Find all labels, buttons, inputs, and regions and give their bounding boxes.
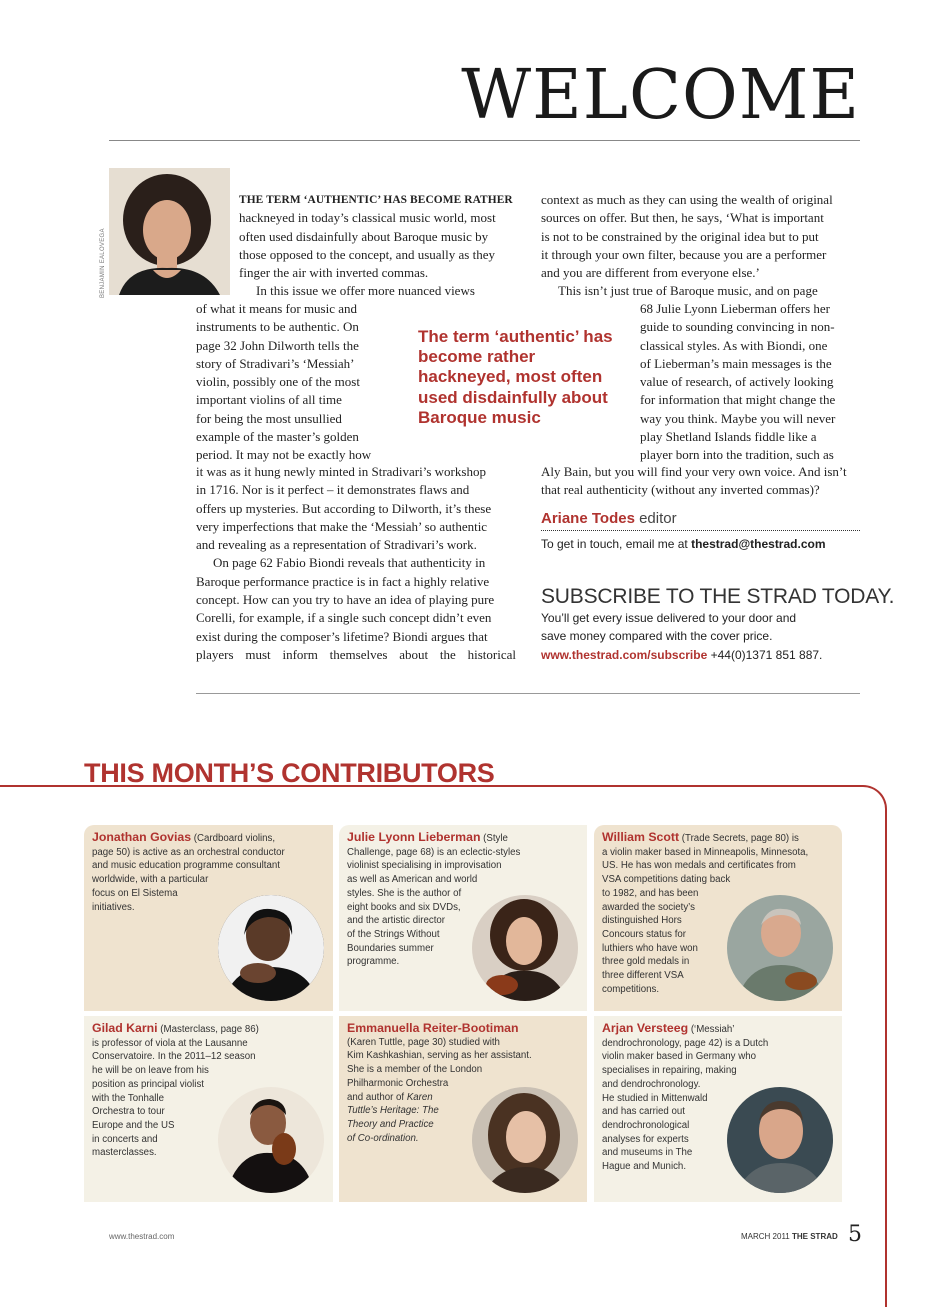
card-line: with the Tonhalle	[92, 1092, 164, 1104]
editorial-col2-narrow	[640, 300, 860, 465]
card-line: eight books and six DVDs,	[347, 901, 461, 913]
subscribe-heading: SUBSCRIBE TO THE STRAD TODAY.	[541, 585, 895, 608]
card-line: VSA competitions dating back	[602, 874, 731, 886]
text-line: 68 Julie Lyonn Lieberman offers her	[640, 301, 831, 316]
text-line: for information that might change the	[640, 392, 836, 408]
text-line: and you are different from everyone else.’	[541, 265, 760, 281]
text-line: and revealing as a representation of Stradivari’s work.	[196, 537, 477, 553]
issue-date: MARCH 2011	[741, 1232, 790, 1241]
signature-divider	[541, 530, 860, 531]
text-line: hackneyed in today’s classical music world, most	[239, 210, 496, 226]
text-line: classical styles. As with Biondi, one	[640, 337, 828, 353]
text-line: way you think. Maybe you will never	[640, 410, 836, 426]
book-title: Tuttle’s Heritage: The	[347, 1105, 439, 1117]
book-title: Karen	[406, 1091, 433, 1103]
text-line: is not to be constrained by the original idea but to put	[541, 228, 819, 244]
card-line: he will be on leave from his	[92, 1065, 209, 1077]
text-line: offers up mysteries. But according to Dilworth, it’s these	[196, 500, 492, 516]
text-line: sources on offer. But then, he says, ‘What is important	[541, 210, 824, 226]
text-line: for being the most unsullied	[196, 410, 342, 426]
contributor-photo	[472, 1087, 578, 1193]
card-line: Conservatoire. In the 2011–12 season	[92, 1051, 256, 1063]
card-line: worldwide, with a particular	[92, 874, 209, 886]
text-line: very imperfections that make the ‘Messiah’ so authentic	[196, 518, 488, 534]
contact-text: To get in touch, email me at	[541, 537, 688, 551]
text-line: often used disdainfully about Baroque music by	[239, 228, 489, 244]
card-line: (Style	[480, 833, 508, 844]
editorial-col1-top	[239, 191, 516, 301]
subscribe-line: You’ll get every issue delivered to your door and	[541, 611, 797, 625]
contributors-heading: THIS MONTH’S CONTRIBUTORS	[84, 758, 495, 788]
card-line: page 50) is active as an orchestral conductor	[92, 846, 285, 858]
text-line: page 32 John Dilworth tells the	[196, 337, 359, 353]
magazine-name: THE STRAD	[792, 1232, 838, 1241]
editorial-col1-narrow	[196, 300, 384, 465]
contributor-photo	[727, 895, 833, 1001]
text-line: story of Stradivari’s ‘Messiah’	[196, 355, 355, 371]
card-line: a violin maker based in Minneapolis, Minnesota,	[602, 846, 809, 858]
lead-caps: THE TERM ‘AUTHENTIC’ HAS BECOME RATHER	[239, 194, 513, 206]
card-line: styles. She is the author of	[347, 887, 462, 899]
text-line: those opposed to the concept, and usually as they	[239, 246, 495, 262]
contributor-card-scott	[594, 825, 842, 1011]
contributor-name: Gilad Karni	[92, 1021, 158, 1035]
text-line: in 1716. Nor is it perfect – it demonstrates flaws and	[196, 482, 470, 498]
footer-issue	[741, 1232, 838, 1241]
header-rule	[109, 140, 860, 141]
text-line: important violins of all time	[196, 392, 342, 408]
text-line: players must inform themselves about the historical	[196, 646, 516, 662]
card-line: programme.	[347, 956, 400, 968]
card-line: and museums in The	[602, 1147, 693, 1159]
text-line: finger the air with inverted commas.	[239, 265, 429, 281]
card-line: luthiers who have won	[602, 942, 698, 954]
contact-email-link[interactable]: thestrad@thestrad.com	[691, 537, 826, 551]
text-line: player born into the tradition, such as	[640, 447, 834, 463]
text-line: it through your own filter, because you are a performer	[541, 246, 827, 262]
text-line: This isn’t just true of Baroque music, and on page	[558, 283, 818, 299]
text-line: guide to sounding convincing in non-	[640, 319, 835, 335]
contributor-photo	[727, 1087, 833, 1193]
text-line: context as much as they can using the wealth of original	[541, 192, 833, 207]
contributor-photo	[472, 895, 578, 1001]
card-line: Concours status for	[602, 928, 686, 940]
text-line: concept. How can you try to have an idea of playing pure	[196, 592, 495, 608]
card-line: in concerts and	[92, 1133, 158, 1145]
text-line: Baroque performance practice is in fact a highly relative	[196, 573, 490, 589]
editorial-col2-top	[541, 191, 860, 301]
editor-signature	[541, 510, 677, 527]
subscribe-phone: +44(0)1371 851 887	[710, 647, 820, 662]
contributor-photo	[218, 895, 324, 1001]
editor-name: Ariane Todes	[541, 510, 635, 527]
card-line: to 1982, and has been	[602, 887, 699, 899]
pull-quote: The term ‘authentic’ has become rather hackneyed, most often used disdainfully about Baroque music	[418, 327, 613, 427]
text-line: Corelli, for example, if a single such concept didn’t even	[196, 610, 492, 626]
card-line: analyses for experts	[602, 1133, 689, 1145]
card-line: as well as American and world	[347, 874, 478, 886]
card-line: three gold medals in	[602, 956, 690, 968]
text-line: of what it means for music and	[196, 301, 358, 316]
footer-url[interactable]: www.thestrad.com	[109, 1232, 175, 1241]
contributor-name: Julie Lyonn Lieberman	[347, 830, 481, 844]
card-line: Europe and the US	[92, 1119, 175, 1131]
book-title: of Co-ordination.	[347, 1132, 419, 1144]
text-line: period. It may not be exactly how	[196, 447, 372, 463]
card-line: distinguished Hors	[602, 915, 682, 927]
period: .	[819, 647, 823, 662]
contact-line	[541, 537, 826, 551]
card-line: and dendrochronology.	[602, 1078, 701, 1090]
card-line: dendrochronological	[602, 1119, 690, 1131]
contributor-name: Arjan Versteeg	[602, 1021, 689, 1035]
text-line: violin, possibly one of the most	[196, 374, 360, 390]
card-line: Philharmonic Orchestra	[347, 1077, 449, 1089]
contributor-name: Jonathan Govias	[92, 830, 192, 844]
card-line: of the Strings Without	[347, 928, 440, 940]
contributor-name: William Scott	[602, 830, 680, 844]
editor-role: editor	[639, 510, 677, 527]
text-line: that real authenticity (without any inverted commas)?	[541, 482, 820, 498]
card-line: US. He has won medals and certificates from	[602, 860, 796, 872]
card-line: (Karen Tuttle, page 30) studied with	[347, 1036, 500, 1048]
text-line: it was as it hung newly minted in Stradivari’s workshop	[196, 464, 486, 479]
card-line: Hague and Munich.	[602, 1161, 687, 1173]
card-line: position as principal violist	[92, 1078, 204, 1090]
card-line: masterclasses.	[92, 1147, 157, 1159]
card-line: She is a member of the London	[347, 1064, 483, 1076]
text-line: In this issue we offer more nuanced views	[256, 283, 475, 299]
contributor-card-versteeg	[594, 1016, 842, 1202]
card-line: Orchestra to tour	[92, 1106, 165, 1118]
card-line: and author of	[347, 1091, 405, 1103]
book-title: Theory and Practice	[347, 1118, 434, 1130]
card-line: (Trade Secrets, page 80) is	[679, 833, 799, 844]
editor-portrait	[109, 168, 230, 295]
editorial-col1-rest	[196, 463, 516, 664]
card-line: (Masterclass, page 86)	[157, 1024, 259, 1035]
subscribe-text	[541, 609, 861, 664]
card-line: awarded the society’s	[602, 901, 695, 913]
subscribe-link[interactable]: www.thestrad.com/subscribe	[541, 647, 708, 662]
contributor-card-karni	[84, 1016, 333, 1202]
text-line: of Lieberman’s main messages is the	[640, 355, 832, 371]
text-line: On page 62 Fabio Biondi reveals that authenticity in	[213, 555, 486, 571]
section-rule	[196, 693, 860, 694]
card-line: and has carried out	[602, 1106, 685, 1118]
card-line: (Cardboard violins,	[191, 833, 276, 844]
text-line: Aly Bain, but you will find your very own voice. And isn’t	[541, 464, 847, 479]
card-line: competitions.	[602, 983, 660, 995]
page-number: 5	[848, 1222, 862, 1247]
card-line: violin maker based in Germany who	[602, 1051, 756, 1063]
card-line: dendrochronology, page 42) is a Dutch	[602, 1037, 769, 1049]
contributor-name: Emmanuella Reiter-Bootiman	[347, 1021, 519, 1035]
card-line: and music education programme consultant	[92, 860, 280, 872]
contributor-card-reiter-bootiman	[339, 1016, 587, 1202]
card-line: and the artistic director	[347, 915, 445, 927]
card-line: Kim Kashkashian, serving as her assistant.	[347, 1050, 532, 1062]
contributor-photo	[218, 1087, 324, 1193]
text-line: value of research, of actively looking	[640, 374, 834, 390]
card-line: specialises in repairing, making	[602, 1065, 737, 1077]
card-line: focus on El Sistema	[92, 887, 178, 899]
text-line: play Shetland Islands fiddle like a	[640, 429, 817, 445]
subscribe-line: save money compared with the cover price.	[541, 629, 773, 644]
editorial-col2-rest	[541, 463, 860, 500]
card-line: violinist specialising in improvisation	[347, 860, 502, 872]
text-line: instruments to be authentic. On	[196, 319, 359, 335]
contributor-card-lieberman	[339, 825, 587, 1011]
contributor-card-govias	[84, 825, 333, 1011]
card-line: three different VSA	[602, 970, 684, 982]
card-line: Challenge, page 68) is an eclectic-styles	[347, 846, 521, 858]
card-line: Boundaries summer	[347, 942, 434, 954]
card-line: (‘Messiah’	[688, 1024, 735, 1035]
text-line: exist during the composer’s lifetime? Biondi argues that	[196, 628, 488, 644]
card-line: initiatives.	[92, 901, 135, 913]
photo-credit: BENJAMIN EALOVEGA	[100, 228, 106, 298]
card-line: He studied in Mittenwald	[602, 1092, 708, 1104]
text-line: example of the master’s golden	[196, 429, 359, 445]
card-line: is professor of viola at the Lausanne	[92, 1037, 248, 1049]
page-title: WELCOME	[461, 56, 860, 135]
